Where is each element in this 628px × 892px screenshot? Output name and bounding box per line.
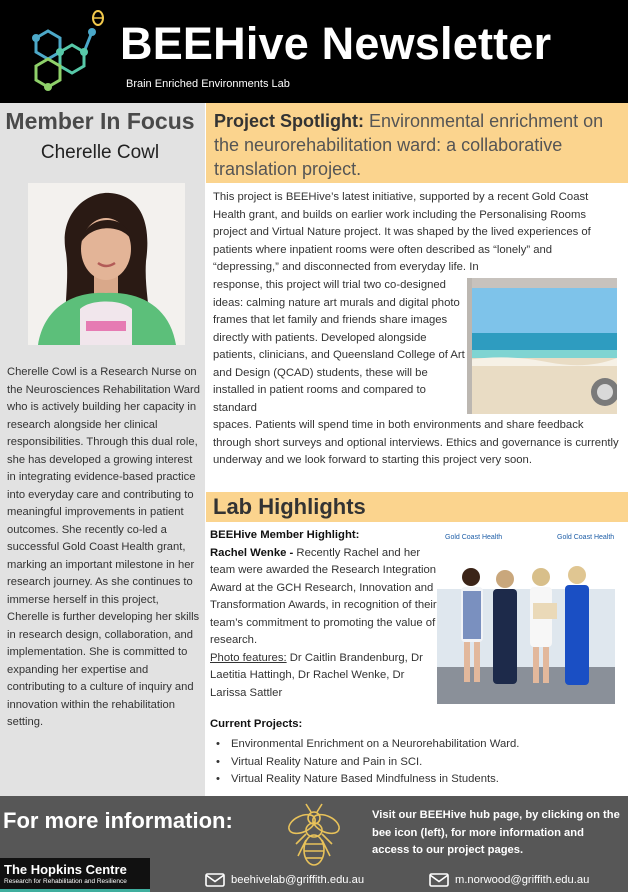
list-item: • Virtual Reality Nature and Pain in SCI. xyxy=(216,754,616,772)
spotlight-paragraph-3: spaces. Patients will spend time in both environments and share feedback through short surveys and optional interviews. Ethics and governance is currently underway and we look forward to starting this project very soon. xyxy=(213,419,619,466)
email-link-beehive[interactable]: beehivelab@griffith.edu.au xyxy=(231,874,365,886)
member-name: Cherelle Cowl xyxy=(40,142,160,163)
hexagon-logo-icon xyxy=(18,8,106,100)
mail-icon xyxy=(429,873,449,887)
highlight-member-name: Rachel Wenke - xyxy=(210,546,294,559)
photo-features-label: Photo features: xyxy=(210,651,287,664)
spotlight-paragraph-1: This project is BEEHive’s latest initiative, supported by a recent Gold Coast Health grant, and builds on earlier work including the Personalising Rooms project and Virtual Nature project. It was shaped by the lived experiences of patients where inpatient rooms were often described as “lonely” and “depressing,” and disconnected from everyday life. In xyxy=(213,191,591,273)
member-focus-heading: Member In Focus xyxy=(5,108,195,134)
beach-mural-photo xyxy=(467,278,617,414)
bee-icon[interactable] xyxy=(282,800,346,870)
lab-subtitle: Brain Enriched Environments Lab xyxy=(126,78,290,90)
portrait-illustration xyxy=(28,183,185,345)
banner-text-left: Gold Coast Health xyxy=(445,534,503,541)
highlight-description: Recently Rachel and her team were awarded the Research Integration Award at the GCH Research, Innovation and Transformation Awards, in recognition of their team’s commitment to promoting the value of research. xyxy=(210,546,437,646)
mail-icon xyxy=(205,873,225,887)
current-projects-list xyxy=(216,736,616,789)
member-bio: Cherelle Cowl is a Research Nurse on the Neurosciences Rehabilitation Ward who is actively building her capacity in research alongside her clinical responsibilities. Through this dual role, she has developed a growing interest in integrating evidence-based practice into everyday care and contributing to meaningful improvements in patient outcomes. She recently co-led a successful Gold Coast Health grant, marking an important milestone in her research journey. As she continues to immerse herself in this project, Cherelle is further developing her skills in research design, collaboration, and implementation. She is committed to expanding her expertise and contributing to a culture of inquiry and innovation within the rehabilitation setting. xyxy=(7,366,200,728)
spotlight-title: Environmental enrichment on the neurorehabilitation ward: a collaborative translation project. xyxy=(214,111,604,179)
hopkins-centre-name: The Hopkins Centre xyxy=(4,862,127,877)
beach-illustration xyxy=(467,278,617,414)
lab-highlights-heading: Lab Highlights xyxy=(213,494,366,519)
spotlight-lead: Project Spotlight: xyxy=(214,111,364,131)
team-photo-illustration xyxy=(437,527,615,704)
member-highlight-text xyxy=(210,527,438,702)
photo-features-names: Dr Caitlin Brandenburg, Dr Laetitia Hattingh, Dr Rachel Wenke, Dr Larissa Sattler xyxy=(210,651,423,699)
email-link-norwood[interactable]: m.norwood@griffith.edu.au xyxy=(455,874,590,886)
current-projects-label: Current Projects: xyxy=(210,718,303,730)
hopkins-centre-tagline: Research for Rehabilitation and Resilience xyxy=(4,878,127,885)
banner-text-right: Gold Coast Health xyxy=(557,534,615,541)
award-team-photo xyxy=(437,527,615,704)
list-item: • Virtual Reality Nature Based Mindfulness in Students. xyxy=(216,771,616,789)
spotlight-heading xyxy=(214,109,622,181)
more-information-heading: For more information: xyxy=(3,808,233,833)
newsletter-title: BEEHive Newsletter xyxy=(120,18,552,69)
member-highlight-label: BEEHive Member Highlight: xyxy=(210,529,360,541)
member-portrait xyxy=(28,183,185,345)
spotlight-paragraph-2: response, this project will trial two co-designed ideas: calming nature art murals and digital photo frames that let family and friends share images directly with patients. Developed alongside patients, clinicians, and Queensland College of Art and Design (QCAD) students, these will be installed in patient rooms and compared to standard xyxy=(213,279,465,414)
list-item: • Environmental Enrichment on a Neurorehabilitation Ward. xyxy=(216,736,616,754)
visit-hub-text: Visit our BEEHive hub page, by clicking on the bee icon (left), for more information and access to our project pages. xyxy=(372,809,620,856)
